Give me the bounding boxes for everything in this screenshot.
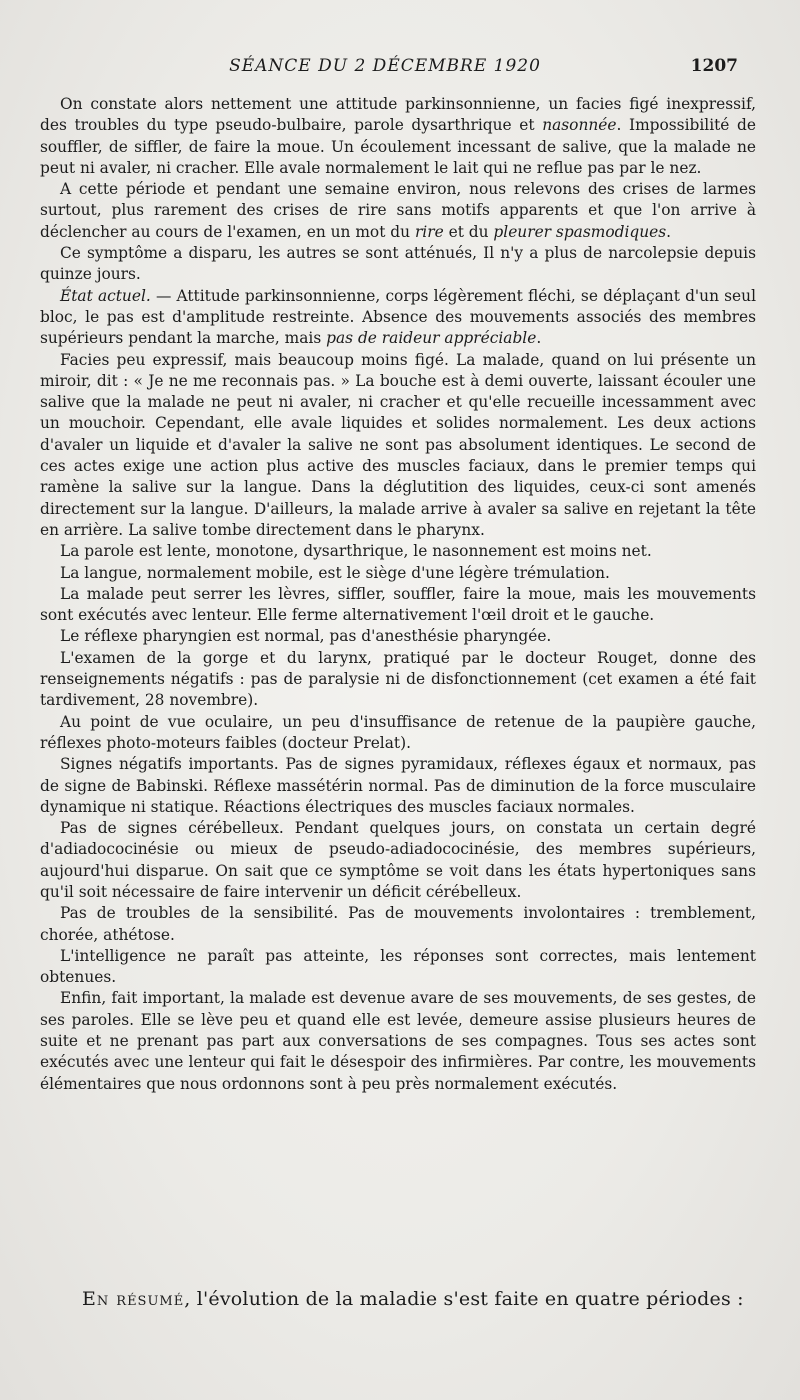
conclusion-text: , l'évolution de la maladie s'est faite en quatre périodes : bbox=[184, 1288, 744, 1310]
paragraph bbox=[40, 648, 756, 712]
page-title: SÉANCE DU 2 DÉCEMBRE 1920 bbox=[229, 56, 541, 76]
paragraph bbox=[40, 988, 756, 1094]
text-run: Enfin, fait important, la malade est devenue avare de ses mouvements, de ses gestes, de ses paroles. Elle se lève peu et quand elle est levée, demeure assise plusieurs heures de suite et ne prenant pas part aux conversations de ses compagnes. Tous ses actes sont exécutés avec une lenteur qui fait le désespoir des infirmières. Par contre, les mouvements élémentaires que nous ordonnons sont à peu près normalement exécutés. bbox=[40, 989, 756, 1093]
text-run: et du bbox=[443, 222, 494, 241]
text-run: Pas de troubles de la sensibilité. Pas de mouvements involontaires : tremblement, chorée, athétose. bbox=[40, 904, 756, 944]
paragraph bbox=[40, 563, 756, 584]
paragraph bbox=[40, 754, 756, 818]
italic-text: nasonnée bbox=[542, 116, 617, 135]
text-run: La malade peut serrer les lèvres, siffler, souffler, faire la moue, mais les mouvements sont exécutés avec lenteur. Elle ferme alternativement l'œil droit et le gauche. bbox=[40, 584, 756, 625]
page-number: 1207 bbox=[690, 56, 738, 76]
paragraph bbox=[40, 286, 756, 350]
text-run: . bbox=[536, 329, 542, 348]
paragraph bbox=[40, 94, 756, 179]
text-run: La langue, normalement mobile, est le siège d'une légère trémulation. bbox=[60, 563, 610, 582]
paragraph bbox=[40, 818, 756, 903]
paragraph bbox=[40, 626, 756, 647]
conclusion-line bbox=[40, 1288, 756, 1310]
italic-text: rire bbox=[414, 222, 444, 241]
text-run: . bbox=[666, 222, 672, 241]
text-run: . Impossibilité de souffler, de siffler, de faire la moue. Un écoulement incessant de salive, que la malade ne peut ni avaler, ni cracher. Elle avale normalement le lait qui ne reflue pas par le nez. bbox=[40, 116, 756, 177]
text-run: A cette période et pendant une semaine environ, nous relevons des crises de larmes surtout, plus rarement des crises de rire sans motifs apparents et que l'on arrive à déclencher au cours de l'examen, en un mot du bbox=[40, 180, 756, 241]
text-run: L'intelligence ne paraît pas atteinte, les réponses sont correctes, mais lentement obtenues. bbox=[40, 946, 756, 987]
paragraph bbox=[40, 946, 756, 989]
text-run: Facies peu expressif, mais beaucoup moins figé. La malade, quand on lui présente un miroir, dit : « Je ne me reconnais pas. » La bouche est à demi ouverte, laissant écouler une salive que la malade ne peut ni avaler, ni cracher et qu'elle recueille incessamment avec un mouchoir. Cependant, elle avale liquides et solides normalement. Les deux actions d'avaler un liquide et d'avaler la salive ne sont pas absolument identiques. Le second de ces actes exige une action plus active des muscles faciaux, dans le premier temps qui ramène la salive sur la langue. Dans la déglutition des liquides, ceux-ci sont amenés directement sur la langue. D'ailleurs, la malade arrive à avaler sa salive en rejetant la tête en arrière. La salive tombe directement dans le pharynx. bbox=[40, 350, 756, 539]
italic-text: pleurer spasmodiques bbox=[493, 222, 667, 241]
running-head bbox=[0, 56, 800, 82]
italic-text: État actuel. bbox=[60, 286, 151, 305]
paragraph bbox=[40, 712, 756, 755]
text-run: Au point de vue oculaire, un peu d'insuffisance de retenue de la paupière gauche, réflexes photo-moteurs faibles (docteur Prelat). bbox=[40, 712, 756, 752]
paragraph bbox=[40, 903, 756, 946]
text-run: Signes négatifs importants. Pas de signes pyramidaux, réflexes égaux et normaux, pas de signe de Babinski. Réflexe massétérin normal. Pas de diminution de la force musculaire dynamique ni statique. Réactions électriques des muscles faciaux normales. bbox=[40, 755, 756, 816]
text-run: L'examen de la gorge et du larynx, pratiqué par le docteur Rouget, donne des renseignements négatifs : pas de paralysie ni de disfonctionnement (cet examen a été fait tardivement, 28 novembre). bbox=[40, 648, 756, 710]
text-run: — Attitude parkinsonnienne, corps légèrement fléchi, se déplaçant d'un seul bloc, le pas est d'amplitude restreinte. Absence des mouvements associés des membres supérieurs pendant la marche, mais bbox=[40, 286, 757, 348]
italic-text: pas de raideur appréciable bbox=[326, 329, 537, 348]
text-run: Le réflexe pharyngien est normal, pas d'anesthésie pharyngée. bbox=[60, 627, 552, 646]
text-run: Pas de signes cérébelleux. Pendant quelques jours, on constata un certain degré d'adiadococinésie ou mieux de pseudo-adiadococinésie, des membres supérieurs, aujourd'hui disparue. On sait que ce symptôme se voit dans les états hypertoniques sans qu'il soit nécessaire de faire intervenir un déficit cérébelleux. bbox=[40, 819, 756, 901]
text-run: La parole est lente, monotone, dysarthrique, le nasonnement est moins net. bbox=[60, 542, 652, 561]
paragraph bbox=[40, 584, 756, 627]
text-run: Ce symptôme a disparu, les autres se sont atténués, Il n'y a plus de narcolepsie depuis quinze jours. bbox=[40, 244, 756, 284]
conclusion-lead: En résumé bbox=[82, 1288, 185, 1310]
body-text bbox=[40, 94, 756, 1095]
paragraph bbox=[40, 350, 756, 542]
paragraph bbox=[40, 541, 756, 562]
text-run: On constate alors nettement une attitude parkinsonnienne, un facies figé inexpressif, des troubles du type pseudo-bulbaire, parole dysarthrique et bbox=[40, 95, 756, 135]
paragraph bbox=[40, 243, 756, 286]
paragraph bbox=[40, 179, 756, 243]
